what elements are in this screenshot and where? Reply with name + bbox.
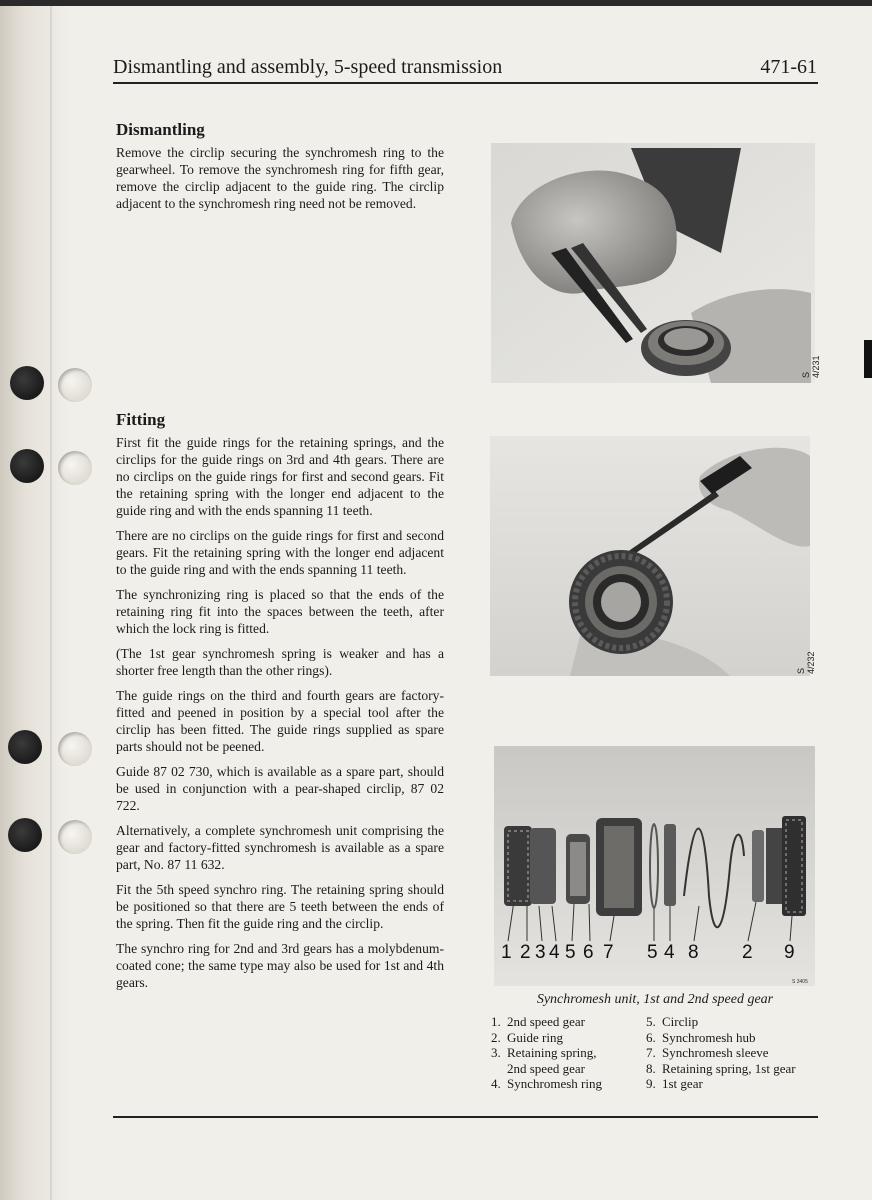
fitting-paragraph: First fit the guide rings for the retaining springs, and the circlips for the guide rings on 3rd and 4th gears. There are no circlips on the guide rings for first and second gears. Fit the retaining spring with the longer end adjacent to the guide ring and with the ends spanning 11 teeth.	[116, 435, 444, 518]
legend-item	[491, 1014, 602, 1030]
legend-number: 1.	[491, 1014, 501, 1029]
fitting-paragraph: The synchronizing ring is placed so that the ends of the retaining ring fit into the spaces between the teeth, after which the lock ring is fitted.	[116, 587, 444, 636]
punch-hole	[10, 366, 44, 400]
dismantling-section	[116, 121, 444, 220]
figure-caption: Synchromesh unit, 1st and 2nd speed gear	[536, 992, 774, 1007]
legend-number: 2.	[491, 1029, 501, 1045]
part-2nd-gear	[504, 826, 556, 906]
figure-legend-left	[491, 1014, 602, 1092]
legend-item	[646, 1045, 796, 1061]
legend-label: Synchromesh sleeve	[662, 1045, 769, 1060]
legend-label: Retaining spring, 1st gear	[662, 1060, 796, 1076]
callout-label: 5	[647, 942, 658, 963]
legend-item	[646, 1030, 796, 1046]
legend-number: 4.	[491, 1076, 501, 1091]
figure-legend-right	[646, 1014, 796, 1092]
legend-label: Synchromesh ring	[507, 1076, 602, 1091]
fitting-paragraph: There are no circlips on the guide rings for first and second gears. Fit the retaining spring with the longer end adjacent to the guide ring and with the ends spanning 11 teeth.	[116, 528, 444, 577]
punch-hole	[10, 449, 44, 483]
dismantling-heading: Dismantling	[116, 120, 205, 139]
photo-code: S 3405	[792, 979, 808, 985]
photo-synchromesh-exploded	[494, 746, 815, 986]
punch-hole-mark	[58, 732, 92, 766]
callout-label: 6	[583, 942, 594, 963]
fitting-paragraph: The synchro ring for 2nd and 3rd gears has a molybdenum-coated cone; the same type may also be used for 1st and 4th gears.	[116, 941, 444, 990]
fitting-heading: Fitting	[116, 410, 166, 429]
page-title: Dismantling and assembly, 5-speed transmission	[113, 56, 503, 78]
callout-label: 1	[501, 942, 512, 963]
legend-label: 2nd speed gear	[507, 1060, 585, 1076]
legend-label: Synchromesh hub	[662, 1029, 756, 1045]
part-guide-ring	[752, 830, 764, 902]
section-tab	[864, 340, 872, 378]
legend-number: 3.	[491, 1045, 501, 1060]
punch-hole-mark	[58, 820, 92, 854]
punch-hole-mark	[58, 451, 92, 485]
callout-label: 5	[565, 942, 576, 963]
legend-number: 6.	[646, 1029, 656, 1045]
legend-number: 8.	[646, 1060, 656, 1076]
punch-hole-mark	[58, 368, 92, 402]
fitting-paragraph: (The 1st gear synchromesh spring is weaker and has a shorter free length than the other rings).	[116, 646, 444, 678]
callout-label: 8	[688, 942, 699, 963]
punch-hole	[8, 730, 42, 764]
legend-number: 7.	[646, 1045, 656, 1060]
fitting-paragraph: Guide 87 02 730, which is available as a spare part, should be used in conjunction with a pear-shaped circlip, 87 02 722.	[116, 764, 444, 813]
photo-circlip-removal-image	[491, 143, 815, 383]
legend-label: Circlip	[662, 1014, 699, 1029]
header-rule	[113, 82, 818, 84]
callout-label: 2	[520, 942, 531, 963]
fitting-paragraph: Fit the 5th speed synchro ring. The retaining spring should be positioned so that there are 5 teeth between the ends of the spring. Then fit the guide ring and the circlip.	[116, 882, 444, 931]
legend-label: 2nd speed gear	[507, 1014, 585, 1029]
fitting-paragraph: The guide rings on the third and fourth gears are factory-fitted and peened in position by a special tool after the circlip has been fitted. The guide rings supplied as spare parts should not be peened.	[116, 688, 444, 754]
legend-item	[491, 1030, 602, 1046]
callout-label: 9	[784, 942, 795, 963]
manual-page	[0, 6, 872, 1200]
fitting-section	[116, 411, 444, 999]
part-synchromesh-ring-face	[570, 842, 586, 896]
legend-item	[646, 1076, 796, 1092]
legend-label: Retaining spring,	[507, 1045, 597, 1060]
legend-item	[491, 1045, 602, 1061]
legend-item	[491, 1076, 602, 1092]
legend-item	[646, 1061, 796, 1077]
legend-label: Guide ring	[507, 1029, 563, 1045]
part-1st-gear	[766, 816, 806, 916]
legend-item	[491, 1061, 602, 1077]
legend-label: 1st gear	[662, 1076, 703, 1091]
legend-number: 5.	[646, 1014, 656, 1029]
footer-rule	[113, 1116, 818, 1118]
part-hub-sleeve	[596, 818, 642, 916]
fitting-paragraph: Alternatively, a complete synchromesh unit comprising the gear and factory-fitted synchromesh is available as a spare part, No. 87 11 632.	[116, 823, 444, 872]
callout-label: 4	[664, 942, 675, 963]
part-synchromesh-ring-1st	[664, 824, 676, 906]
legend-number: 9.	[646, 1076, 656, 1091]
photo-code: S 4/232	[796, 651, 816, 674]
page-fold	[50, 6, 53, 1200]
callout-label: 3	[535, 942, 546, 963]
binder-shadow	[0, 6, 70, 1200]
dismantling-text: Remove the circlip securing the synchromesh ring to the gearwheel. To remove the synchromesh ring for fifth gear, remove the circlip adjacent to the guide ring. The circlip adjacent to the synchromesh ring need not be removed.	[116, 145, 444, 211]
photo-spring-fitting	[490, 436, 816, 676]
callout-label: 7	[603, 942, 614, 963]
callout-label: 4	[549, 942, 560, 963]
legend-item	[646, 1014, 796, 1030]
page-number: 471-61	[760, 56, 817, 78]
callout-label: 2	[742, 942, 753, 963]
photo-synchromesh-exploded-image	[494, 746, 815, 986]
photo-circlip-removal	[491, 143, 821, 383]
photo-code: S 4/231	[801, 355, 821, 378]
punch-hole	[8, 818, 42, 852]
photo-spring-fitting-image	[490, 436, 810, 676]
